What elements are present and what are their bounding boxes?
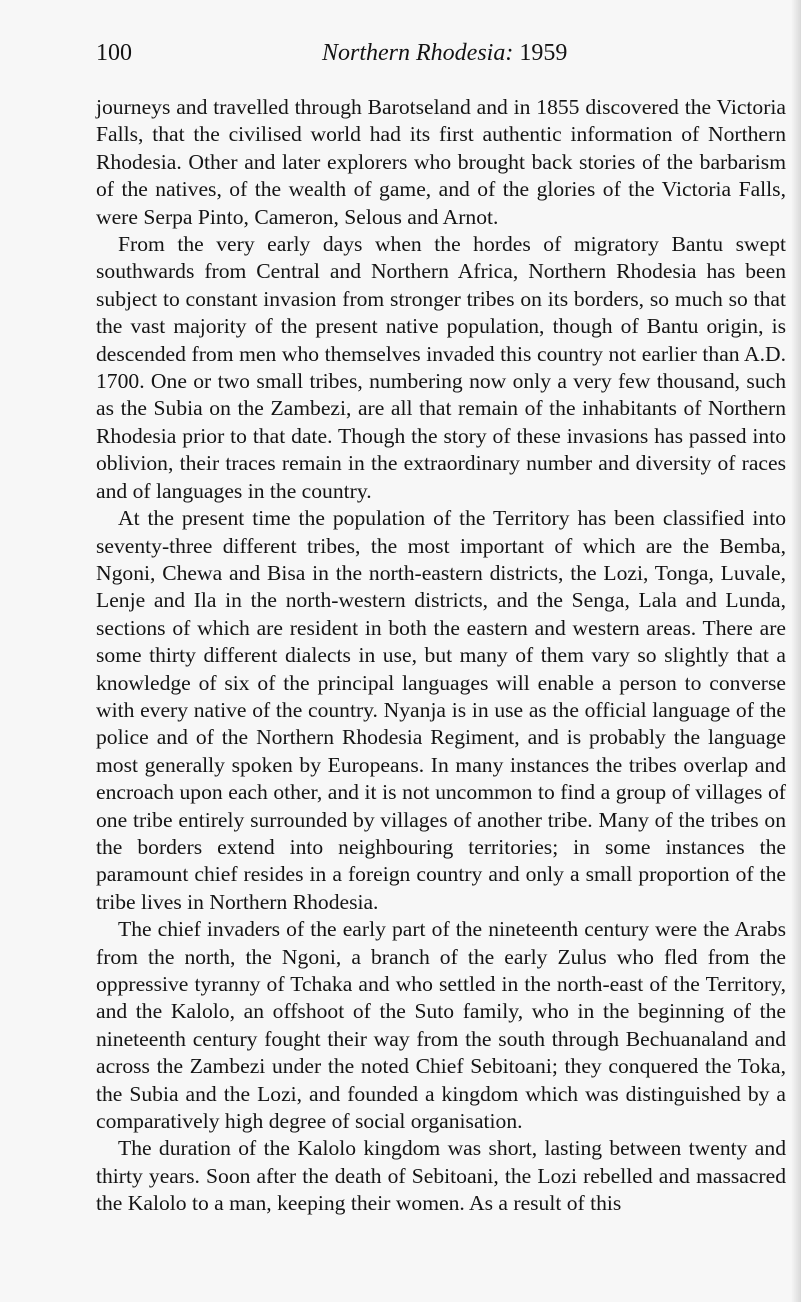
page-number: 100 [96, 40, 132, 66]
paragraph: The duration of the Kalolo kingdom was short, lasting between twenty and thirty years. Soon after the death of Sebitoani, the Lozi rebelled and massacred the Kalolo to a man, keeping their women. As a result of this [96, 1136, 786, 1216]
page-header [96, 40, 786, 80]
body-text [96, 94, 786, 1218]
running-title-text: Northern Rhodesia: [322, 40, 514, 66]
running-title [322, 40, 567, 67]
paragraph: journeys and travelled through Barotseland and in 1855 discovered the Victoria Falls, that the civilised world had its first authentic information of Northern Rhodesia. Other and later explorers who brought back stories of the barbarism of the natives, of the wealth of game, and of the glories of the Victoria Falls, were Serpa Pinto, Cameron, Selous and Arnot. [96, 95, 786, 229]
running-title-year: 1959 [519, 40, 568, 66]
paragraph: The chief invaders of the early part of the nineteenth century were the Arabs from the north, the Ngoni, a branch of the early Zulus who fled from the oppressive tyranny of Tchaka and who settled in the north-east of the Territory, and the Kalolo, an offshoot of the Suto family, who in the beginning of the nineteenth century fought their way from the south through Bechuanaland and across the Zambezi under the noted Chief Sebitoani; they conquered the Toka, the Subia and the Lozi, and founded a kingdom which was distinguished by a comparatively high degree of social organisation. [96, 917, 786, 1134]
page-edge-shadow [791, 0, 801, 1302]
paragraph: At the present time the population of the Territory has been classified into seventy-three different tribes, the most important of which are the Bemba, Ngoni, Chewa and Bisa in the north-eastern districts, the Lozi, Tonga, Luvale, Lenje and Ila in the north-western districts, and the Senga, Lala and Lunda, sections of which are resident in both the eastern and western areas. There are some thirty different dialects in use, but many of them vary so slightly that a knowledge of six of the principal languages will enable a person to converse with every native of the country. Nyanja is in use as the official language of the police and of the Northern Rhodesia Regiment, and is probably the language most generally spoken by Europeans. In many instances the tribes overlap and encroach upon each other, and it is not uncommon to find a group of villages of one tribe entirely surrounded by villages of another tribe. Many of the tribes on the borders extend into neighbouring territories; in some instances the paramount chief resides in a foreign country and only a small proportion of the tribe lives in Northern Rhodesia. [96, 506, 786, 914]
paragraph: From the very early days when the hordes of migratory Bantu swept southwards from Central and Northern Africa, Northern Rhodesia has been subject to constant invasion from stronger tribes on its borders, so much so that the vast majority of the present native population, though of Bantu origin, is descended from men who themselves invaded this country not earlier than A.D. 1700. One or two small tribes, numbering now only a very few thousand, such as the Subia on the Zambezi, are all that remain of the inhabitants of Northern Rhodesia prior to that date. Though the story of these invasions has passed into oblivion, their traces remain in the extraordinary number and diversity of races and of languages in the country. [96, 232, 786, 503]
